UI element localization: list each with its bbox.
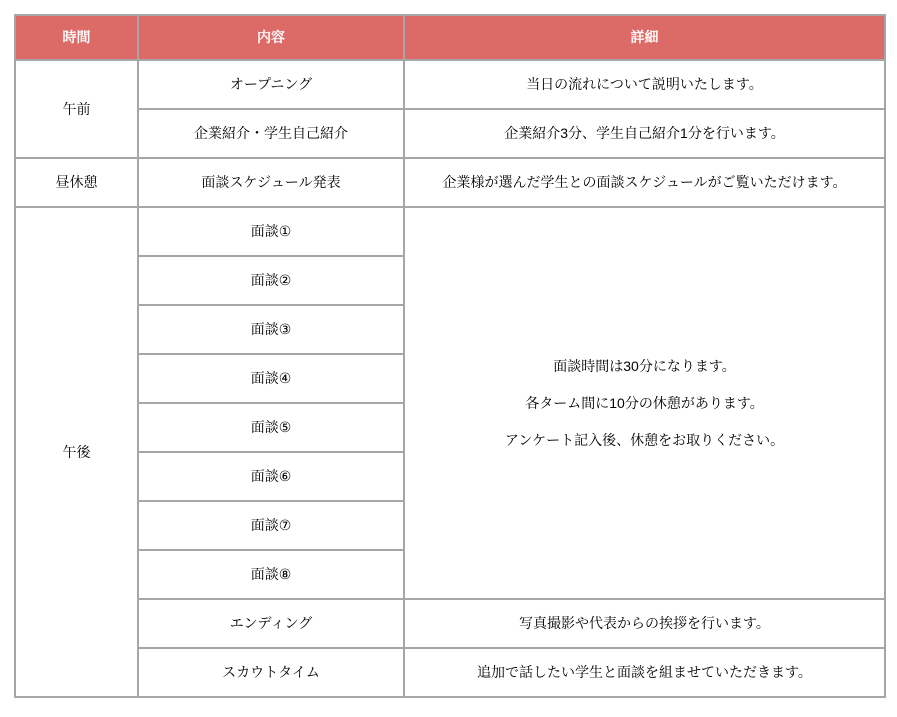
detail-cell-interviews: [404, 207, 885, 599]
table-row: [15, 109, 885, 158]
content-cell-opening: オープニング: [138, 60, 404, 109]
time-cell-afternoon: 午後: [15, 207, 138, 697]
page-background: [0, 14, 897, 717]
content-cell-company-intro: 企業紹介・学生自己紹介: [138, 109, 404, 158]
table-row: [15, 60, 885, 109]
content-cell-interview-6: 面談⑥: [138, 452, 404, 501]
content-cell-interview-3: 面談③: [138, 305, 404, 354]
content-cell-ending: エンディング: [138, 599, 404, 648]
header-content: 内容: [138, 15, 404, 60]
detail-cell-schedule-announcement: 企業様が選んだ学生との面談スケジュールがご覧いただけます。: [404, 158, 885, 207]
content-cell-interview-1: 面談①: [138, 207, 404, 256]
time-cell-morning: 午前: [15, 60, 138, 158]
detail-cell-scout-time: 追加で話したい学生と面談を組ませていただきます。: [404, 648, 885, 697]
detail-line-interview-duration: 面談時間は30分になります。: [553, 357, 736, 374]
schedule-table: [14, 14, 886, 698]
detail-cell-opening: 当日の流れについて説明いたします。: [404, 60, 885, 109]
table-header-row: [15, 15, 885, 60]
table-row: [15, 648, 885, 697]
header-detail: 詳細: [404, 15, 885, 60]
content-cell-interview-2: 面談②: [138, 256, 404, 305]
header-time: 時間: [15, 15, 138, 60]
detail-line-survey-break: アンケート記入後、休憩をお取りください。: [504, 431, 785, 448]
detail-cell-company-intro: 企業紹介3分、学生自己紹介1分を行います。: [404, 109, 885, 158]
table-row: [15, 158, 885, 207]
content-cell-scout-time: スカウトタイム: [138, 648, 404, 697]
content-cell-interview-4: 面談④: [138, 354, 404, 403]
content-cell-interview-7: 面談⑦: [138, 501, 404, 550]
detail-cell-ending: 写真撮影や代表からの挨拶を行います。: [404, 599, 885, 648]
content-cell-schedule-announcement: 面談スケジュール発表: [138, 158, 404, 207]
table-row: [15, 599, 885, 648]
time-cell-lunch-break: 昼休憩: [15, 158, 138, 207]
table-row: [15, 207, 885, 256]
content-cell-interview-5: 面談⑤: [138, 403, 404, 452]
detail-line-break-between-terms: 各ターム間に10分の休憩があります。: [525, 394, 764, 411]
content-cell-interview-8: 面談⑧: [138, 550, 404, 599]
